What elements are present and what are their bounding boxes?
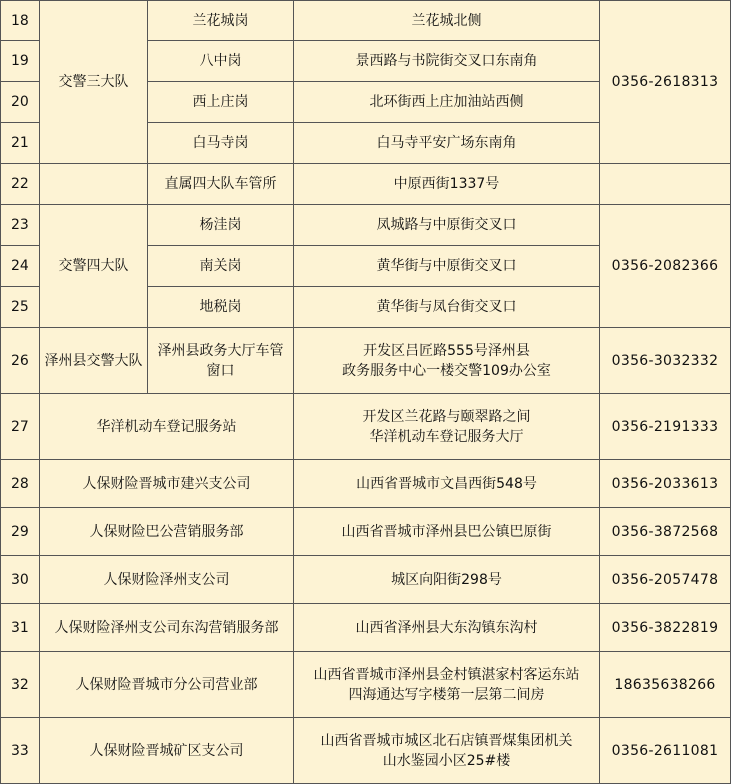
table-row	[1, 164, 731, 205]
address-cell: 景西路与书院街交叉口东南角	[294, 41, 600, 82]
table-row	[1, 1, 731, 41]
name-cell: 人保财险晋城市建兴支公司	[40, 460, 294, 508]
row-number: 20	[1, 82, 40, 123]
address-line: 开发区兰花路与颐翠路之间	[362, 408, 531, 425]
table-row	[1, 205, 731, 246]
phone-cell	[600, 164, 731, 205]
address-cell: 黄华街与凤台街交叉口	[294, 287, 600, 328]
address-cell: 兰花城北侧	[294, 1, 600, 41]
address-cell: 北环街西上庄加油站西侧	[294, 82, 600, 123]
row-number: 32	[1, 652, 40, 718]
phone-cell: 0356-3872568	[600, 508, 731, 556]
post-cell: 南关岗	[148, 246, 294, 287]
name-cell: 人保财险泽州支公司	[40, 556, 294, 604]
row-number: 27	[1, 394, 40, 460]
table-row	[1, 718, 731, 784]
address-cell: 山西省晋城市文昌西街548号	[294, 460, 600, 508]
address-line: 华洋机动车登记服务大厅	[369, 428, 524, 445]
row-number: 29	[1, 508, 40, 556]
post-cell: 地税岗	[148, 287, 294, 328]
row-number: 21	[1, 123, 40, 164]
table-row	[1, 328, 731, 394]
row-number: 28	[1, 460, 40, 508]
post-line: 泽州县政务大厅车管	[157, 342, 284, 359]
phone-cell: 0356-3822819	[600, 604, 731, 652]
name-cell: 华洋机动车登记服务站	[40, 394, 294, 460]
address-cell: 中原西街1337号	[294, 164, 600, 205]
row-number: 30	[1, 556, 40, 604]
name-cell: 人保财险晋城矿区支公司	[40, 718, 294, 784]
address-line: 开发区吕匠路555号泽州县	[363, 342, 530, 359]
phone-cell: 0356-2057478	[600, 556, 731, 604]
address-line: 四海通达写字楼第一层第二间房	[348, 686, 545, 703]
post-cell: 兰花城岗	[148, 1, 294, 41]
post-cell: 西上庄岗	[148, 82, 294, 123]
address-line: 山西省晋城市泽州县金村镇湛家村客运东站	[313, 666, 580, 683]
post-line: 窗口	[206, 362, 235, 379]
name-cell: 人保财险巴公营销服务部	[40, 508, 294, 556]
table-row	[1, 652, 731, 718]
address-cell	[294, 328, 600, 394]
row-number: 31	[1, 604, 40, 652]
row-number: 18	[1, 1, 40, 41]
phone-cell: 0356-2191333	[600, 394, 731, 460]
table-row	[1, 460, 731, 508]
phone-cell: 0356-3032332	[600, 328, 731, 394]
address-cell	[294, 652, 600, 718]
row-number: 23	[1, 205, 40, 246]
row-number: 22	[1, 164, 40, 205]
post-cell: 白马寺岗	[148, 123, 294, 164]
address-cell	[294, 718, 600, 784]
table-row	[1, 394, 731, 460]
phone-cell: 0356-2033613	[600, 460, 731, 508]
address-cell: 山西省泽州县大东沟镇东沟村	[294, 604, 600, 652]
address-line: 山水鉴园小区25#楼	[382, 752, 511, 769]
row-number: 19	[1, 41, 40, 82]
address-cell: 山西省晋城市泽州县巴公镇巴原街	[294, 508, 600, 556]
row-number: 26	[1, 328, 40, 394]
address-cell: 黄华街与中原街交叉口	[294, 246, 600, 287]
table-row	[1, 556, 731, 604]
post-cell: 杨洼岗	[148, 205, 294, 246]
unit-cell	[40, 164, 148, 205]
address-cell: 白马寺平安广场东南角	[294, 123, 600, 164]
name-cell: 人保财险晋城市分公司营业部	[40, 652, 294, 718]
phone-cell: 0356-2611081	[600, 718, 731, 784]
name-cell: 人保财险泽州支公司东沟营销服务部	[40, 604, 294, 652]
address-line: 山西省晋城市城区北石店镇晋煤集团机关	[320, 732, 573, 749]
unit-cell: 交警四大队	[40, 205, 148, 328]
post-cell	[148, 328, 294, 394]
unit-cell: 交警三大队	[40, 1, 148, 164]
unit-cell: 泽州县交警大队	[40, 328, 148, 394]
address-cell	[294, 394, 600, 460]
address-cell: 城区向阳街298号	[294, 556, 600, 604]
post-cell: 直属四大队车管所	[148, 164, 294, 205]
address-line: 政务服务中心一楼交警109办公室	[342, 362, 551, 379]
table-row	[1, 604, 731, 652]
row-number: 33	[1, 718, 40, 784]
post-cell: 八中岗	[148, 41, 294, 82]
row-number: 24	[1, 246, 40, 287]
phone-cell: 0356-2618313	[600, 1, 731, 164]
phone-cell: 18635638266	[600, 652, 731, 718]
phone-cell: 0356-2082366	[600, 205, 731, 328]
address-cell: 凤城路与中原街交叉口	[294, 205, 600, 246]
table-row	[1, 508, 731, 556]
row-number: 25	[1, 287, 40, 328]
